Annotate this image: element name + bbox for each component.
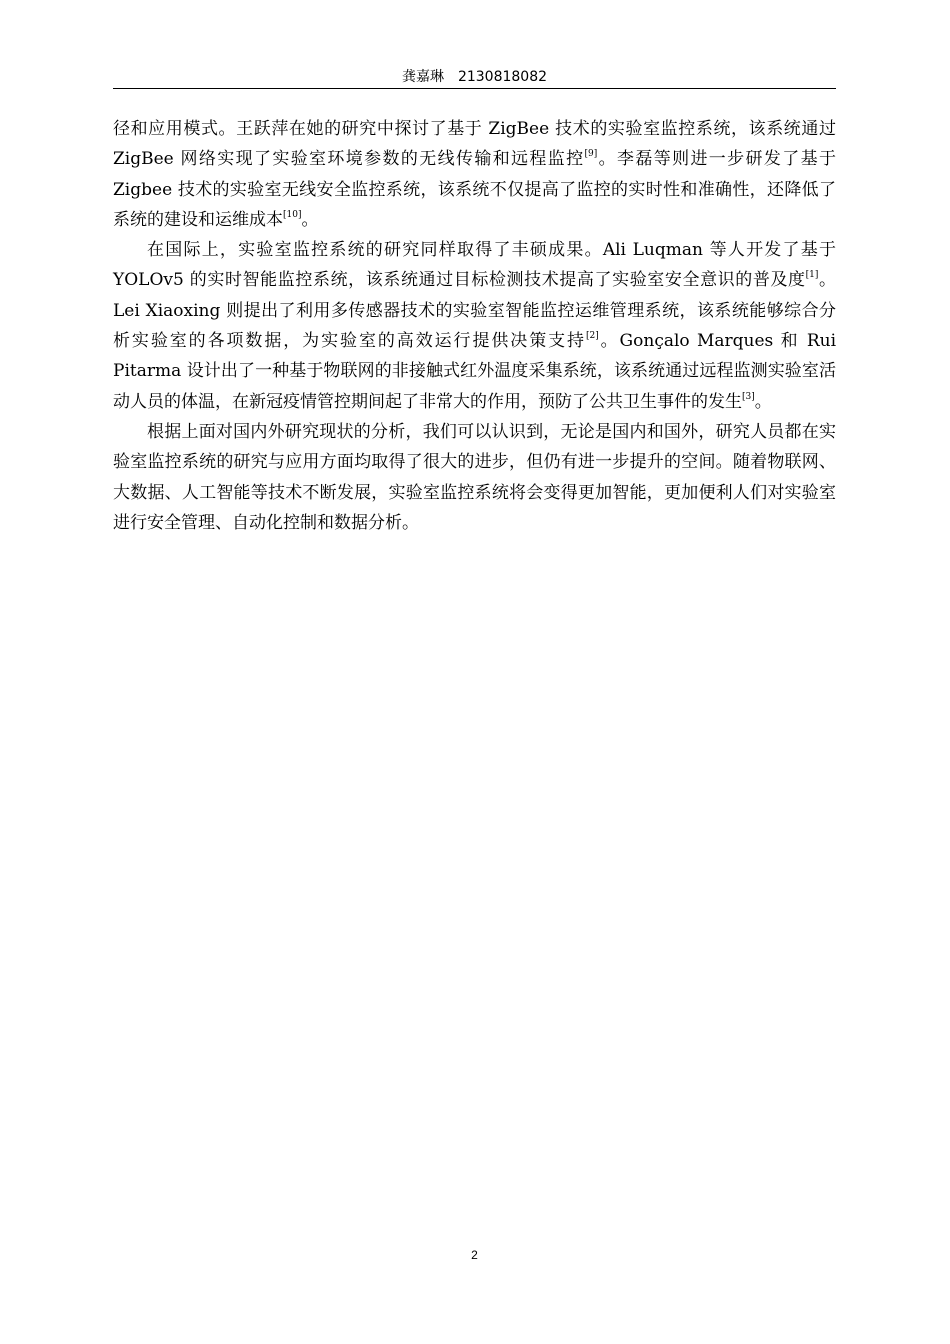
citation-ref: [1] [805, 270, 819, 281]
citation-ref: [2] [585, 331, 599, 342]
citation-ref: [9] [584, 149, 598, 160]
header-rule [113, 88, 836, 89]
paragraph-text: 在国际上，实验室监控系统的研究同样取得了丰硕成果。Ali Luqman 等人开发了基于 YOLOv5 的实时智能监控系统，该系统通过目标检测技术提高了实验室安全意识的普及度 [113, 240, 836, 291]
header-student-id: 2130818082 [457, 69, 548, 85]
paragraph-text: 。Lei Xiaoxing 则提出了利用多传感器技术的实验室智能监控运维管理系统，该系统能够综合分析实验室的各项数据，为实验室的高效运行提供决策支持 [113, 270, 837, 352]
paragraph-domestic-research [113, 114, 836, 235]
paragraph-text: 。李磊等则进一步研发了基于 Zigbee 技术的实验室无线安全监控系统，该系统不仅提高了监控的实时性和准确性，还降低了系统的建设和运维成本 [113, 149, 836, 230]
paragraph-text: 。 [301, 209, 319, 230]
paragraph-text: 根据上面对国内外研究现状的分析，我们可以认识到，无论是国内和国外，研究人员都在实验室监控系统的研究与应用方面均取得了很大的进步，但仍有进一步提升的空间。随着物联网、大数据、人工智能等技术不断发展，实验室监控系统将会变得更加智能，更加便利人们对实验室进行安全管理、自动化控制和数据分析。 [113, 421, 836, 533]
page-header [113, 66, 836, 88]
paragraph-text: 。Gonçalo Marques 和 Rui Pitarma 设计出了一种基于物联网的非接触式红外温度采集系统，该系统通过远程监测实验室活动人员的体温，在新冠疫情管控期间起了非常大的作用，预防了公共卫生事件的发生 [113, 331, 837, 412]
paragraph-summary [113, 417, 836, 538]
document-body [113, 114, 836, 538]
paragraph-text: 。 [754, 391, 772, 412]
citation-ref: [3] [742, 391, 755, 402]
page-number: 2 [471, 1248, 478, 1262]
paragraph-text: 径和应用模式。王跃萍在她的研究中探讨了基于 ZigBee 技术的实验室监控系统，该系统通过 ZigBee 网络实现了实验室环境参数的无线传输和远程监控 [113, 119, 836, 170]
citation-ref: [10] [283, 209, 302, 220]
paragraph-international-research [113, 235, 836, 417]
header-author: 龚嘉琳 [401, 69, 444, 85]
